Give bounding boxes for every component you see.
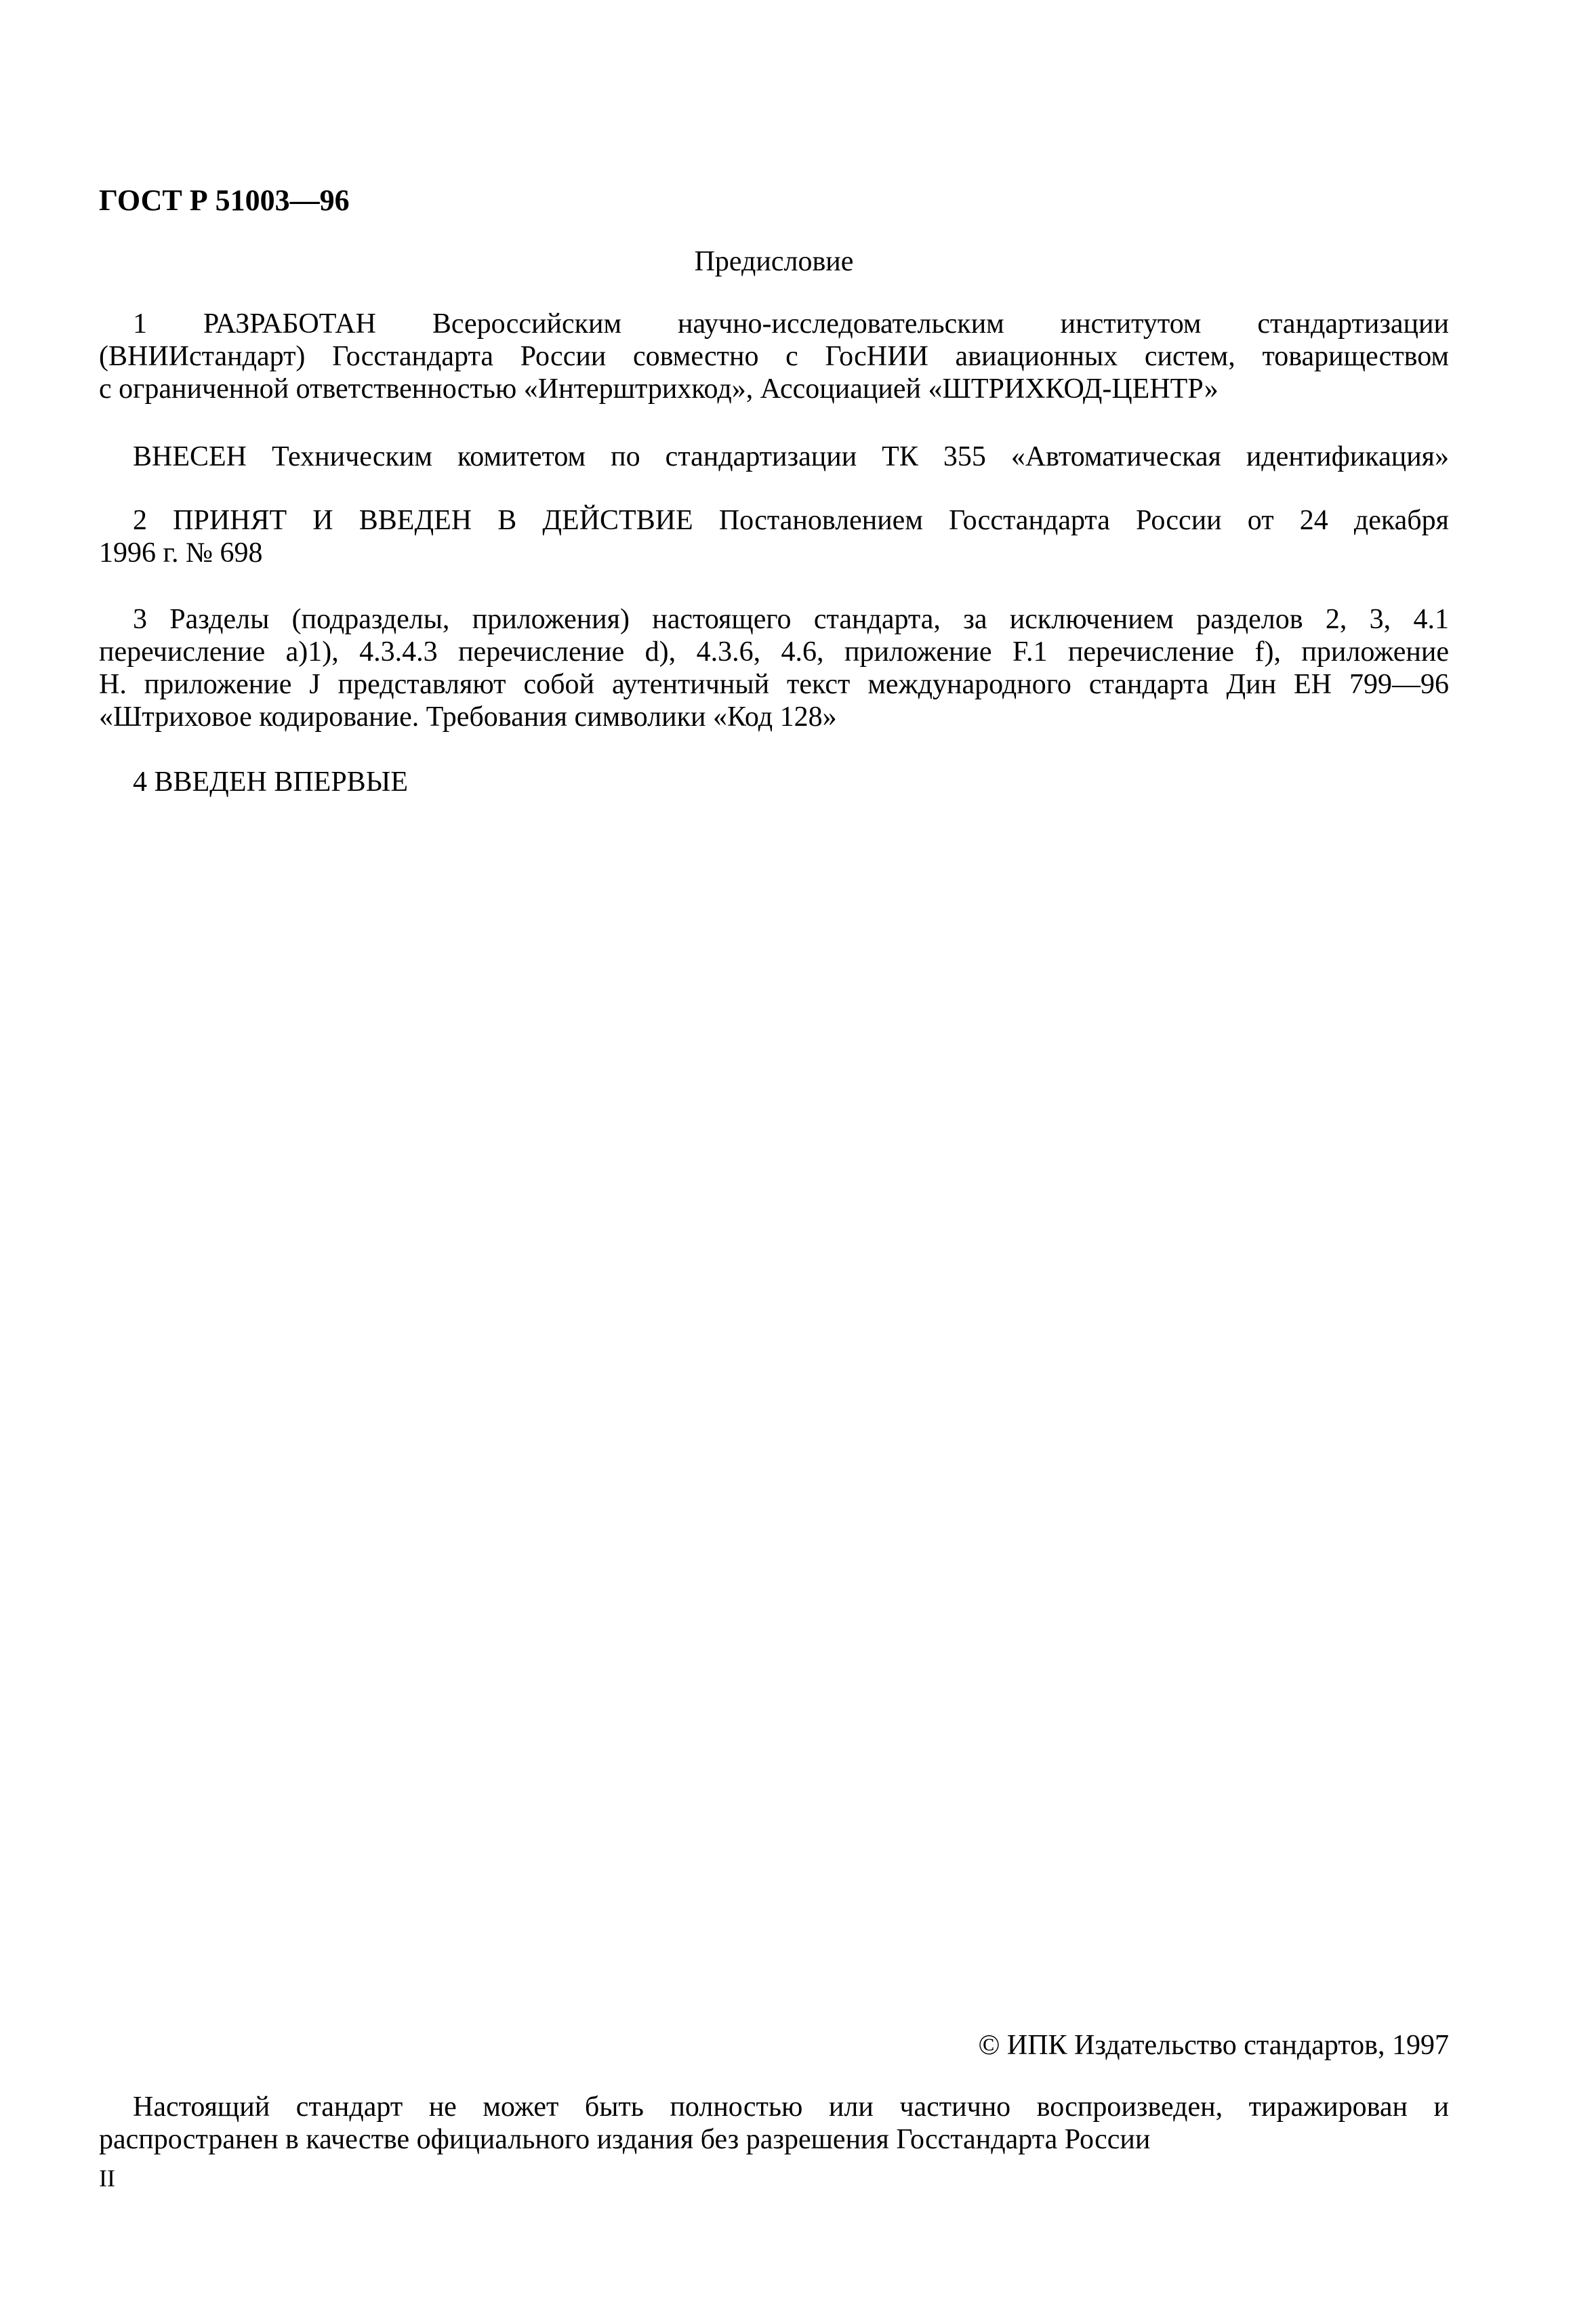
text-line: 2 ПРИНЯТ И ВВЕДЕН В ДЕЙСТВИЕ Постановлением Госстандарта России от 24 декабря [133,505,1449,536]
text-line: Н. приложение J представляют собой аутентичный текст международного стандарта Дин ЕН 799—96 [99,669,1449,700]
copyright: © ИПК Издательство стандартов, 1997 [978,2030,1449,2061]
text-line: с ограниченной ответственностью «Интерштрихкод», Ассоциацией «ШТРИХКОД-ЦЕНТР» [99,373,1219,405]
text-line: ВНЕСЕН Техническим комитетом по стандартизации ТК 355 «Автоматическая идентификация» [133,441,1449,472]
document-code: ГОСТ Р 51003—96 [99,184,350,217]
text-line: «Штриховое кодирование. Требования символики «Код 128» [99,701,837,733]
text-line: 3 Разделы (подразделы, приложения) настоящего стандарта, за исключением разделов 2, 3, 4.1 [133,604,1449,635]
text-line: распространен в качестве официального издания без разрешения Госстандарта России [99,2124,1151,2155]
text-line: Настоящий стандарт не может быть полностью или частично воспроизведен, тиражирован и [133,2091,1449,2123]
text-line: (ВНИИстандарт) Госстандарта России совместно с ГосНИИ авиационных систем, товариществом [99,341,1449,372]
section-title: Предисловие [694,246,854,277]
text-line: 1996 г. № 698 [99,537,263,569]
text-line: 4 ВВЕДЕН ВПЕРВЫЕ [133,766,408,798]
text-line: 1 РАЗРАБОТАН Всероссийским научно-исследовательским институтом стандартизации [133,308,1449,340]
page-number: II [99,2165,115,2192]
text-line: перечисление а)1), 4.3.4.3 перечисление d), 4.3.6, 4.6, приложение F.1 перечисление f), приложение [99,636,1449,668]
